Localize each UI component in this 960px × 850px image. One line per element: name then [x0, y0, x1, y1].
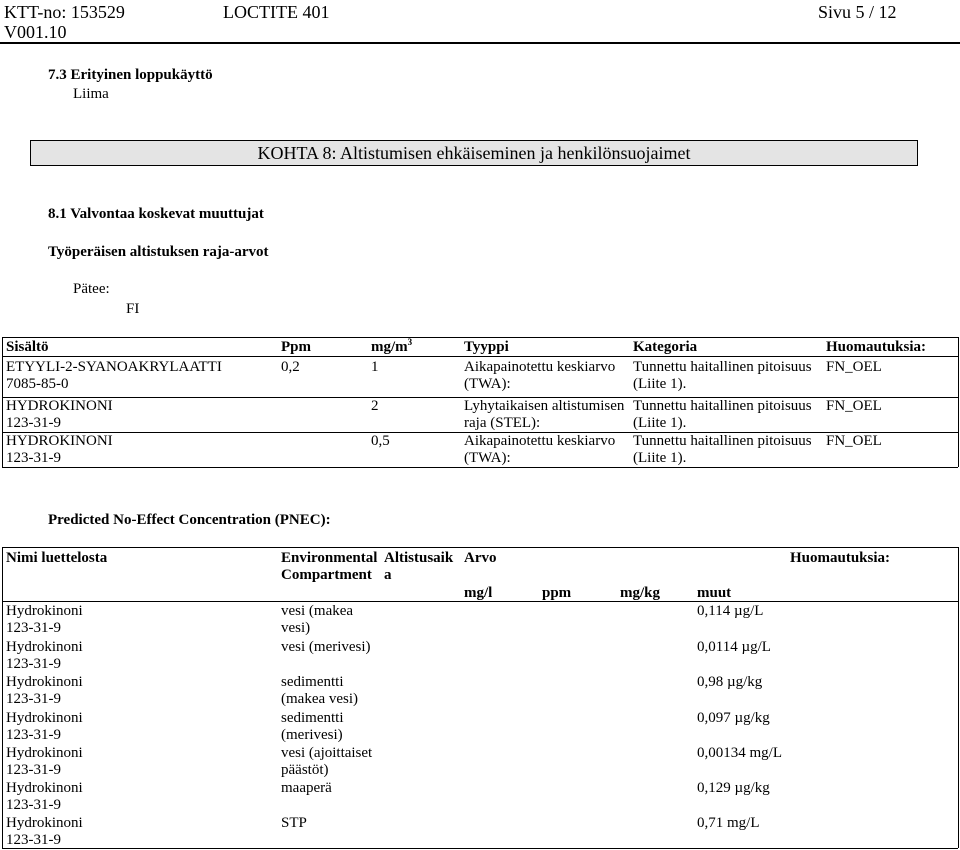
pnec-header-notes: Huomautuksia: — [790, 550, 891, 566]
pnec-row-6-env-1: maaperä — [281, 780, 332, 796]
oel-row-3-type-1: Aikapainotettu keskiarvo — [464, 433, 616, 449]
pnec-row-3-env-1: sedimentti — [281, 674, 344, 690]
pnec-row-4-env-2: (merivesi) — [281, 727, 343, 743]
pnec-row-4-env-1: sedimentti — [281, 710, 344, 726]
pnec-row-7-value: 0,71 mg/L — [697, 815, 760, 831]
pnec-row-6-value: 0,129 µg/kg — [697, 780, 770, 796]
pnec-header-env-2: Compartment — [281, 567, 372, 583]
pnec-row-2-env-1: vesi (merivesi) — [281, 639, 371, 655]
oel-row-1-type-1: Aikapainotettu keskiarvo — [464, 359, 616, 375]
oel-row-1-type-2: (TWA): — [464, 376, 511, 392]
pnec-header-mgkg: mg/kg — [620, 585, 661, 601]
oel-header-content: Sisältö — [6, 339, 49, 355]
pnec-row-5-env-2: päästöt) — [281, 762, 329, 778]
pnec-row-5-env-1: vesi (ajoittaiset — [281, 745, 373, 761]
page-number: Sivu 5 / 12 — [818, 2, 897, 22]
ktt-number: KTT-no: 153529 — [4, 2, 125, 22]
pnec-row-1-env-2: vesi) — [281, 620, 311, 636]
pnec-row-5-name: Hydrokinoni — [6, 745, 83, 761]
pnec-row-6-name: Hydrokinoni — [6, 780, 83, 796]
oel-row-3-mg: 0,5 — [371, 433, 390, 449]
pnec-row-3-cas: 123-31-9 — [6, 691, 61, 707]
section-8-title: KOHTA 8: Altistumisen ehkäiseminen ja henkilönsuojaimet — [257, 143, 691, 163]
pnec-row-1-value: 0,114 µg/L — [697, 603, 764, 619]
header-rule — [0, 42, 960, 44]
section-7-3-title: 7.3 Erityinen loppukäyttö — [48, 67, 213, 83]
oel-row-2-cas: 123-31-9 — [6, 415, 61, 431]
oel-row-2-type-1: Lyhytaikaisen altistumisen — [464, 398, 625, 414]
pnec-row-4-name: Hydrokinoni — [6, 710, 83, 726]
pnec-row-6-cas: 123-31-9 — [6, 797, 61, 813]
oel-row-2-mg: 2 — [371, 398, 379, 414]
pnec-header-exp-1: Altistusaik — [384, 550, 454, 566]
oel-row-3-name: HYDROKINONI — [6, 433, 113, 449]
oel-row-2-cat-2: (Liite 1). — [633, 415, 687, 431]
oel-row-3-type-2: (TWA): — [464, 450, 511, 466]
oel-row-3-cat-2: (Liite 1). — [633, 450, 687, 466]
pnec-row-5-value: 0,00134 mg/L — [697, 745, 782, 761]
oel-row-3-cas: 123-31-9 — [6, 450, 61, 466]
section-7-3-value: Liima — [73, 86, 109, 102]
applies-value: FI — [126, 301, 140, 317]
pnec-header-mgl: mg/l — [464, 585, 493, 601]
pnec-row-1-env-1: vesi (makea — [281, 603, 354, 619]
pnec-header-ppm: ppm — [542, 585, 572, 601]
oel-header-ppm: Ppm — [281, 339, 311, 355]
oel-row-1-note: FN_OEL — [826, 359, 882, 375]
pnec-row-3-env-2: (makea vesi) — [281, 691, 359, 707]
pnec-row-4-cas: 123-31-9 — [6, 727, 61, 743]
version: V001.10 — [4, 22, 67, 42]
oel-row-3-cat-1: Tunnettu haitallinen pitoisuus — [633, 433, 812, 449]
oel-row-1-ppm: 0,2 — [281, 359, 300, 375]
pnec-row-5-cas: 123-31-9 — [6, 762, 61, 778]
oel-row-2-cat-1: Tunnettu haitallinen pitoisuus — [633, 398, 812, 414]
oel-row-1-cas: 7085-85-0 — [6, 376, 69, 392]
pnec-row-4-value: 0,097 µg/kg — [697, 710, 770, 726]
pnec-header-env-1: Environmental — [281, 550, 378, 566]
pnec-row-7-cas: 123-31-9 — [6, 832, 61, 848]
oel-row-1-cat-2: (Liite 1). — [633, 376, 687, 392]
pnec-row-2-name: Hydrokinoni — [6, 639, 83, 655]
oel-row-1-mg: 1 — [371, 359, 379, 375]
oel-header-notes: Huomautuksia: — [826, 339, 927, 355]
pnec-header-name: Nimi luettelosta — [6, 550, 108, 566]
pnec-row-7-name: Hydrokinoni — [6, 815, 83, 831]
pnec-header-other: muut — [697, 585, 732, 601]
pnec-row-2-value: 0,0114 µg/L — [697, 639, 771, 655]
oel-row-3-note: FN_OEL — [826, 433, 882, 449]
oel-row-1-name: ETYYLI-2-SYANOAKRYLAATTI — [6, 359, 222, 375]
oel-header-type: Tyyppi — [464, 339, 509, 355]
oel-header-mgm3: $mg/m^3$ — [371, 337, 413, 355]
pnec-row-3-value: 0,98 µg/kg — [697, 674, 763, 690]
oel-subtitle: Työperäisen altistuksen raja-arvot — [48, 244, 269, 260]
pnec-row-3-name: Hydrokinoni — [6, 674, 83, 690]
product-name: LOCTITE 401 — [223, 2, 330, 22]
pnec-header-value: Arvo — [464, 550, 497, 566]
pnec-title: Predicted No-Effect Concentration (PNEC): — [48, 512, 331, 528]
oel-header-category: Kategoria — [633, 339, 698, 355]
oel-row-2-note: FN_OEL — [826, 398, 882, 414]
section-8-1-title: 8.1 Valvontaa koskevat muuttujat — [48, 206, 264, 222]
pnec-row-7-env-1: STP — [281, 815, 307, 831]
pnec-row-1-cas: 123-31-9 — [6, 620, 61, 636]
section-8-bar — [30, 140, 918, 166]
oel-row-2-name: HYDROKINONI — [6, 398, 113, 414]
pnec-header-exp-2: a — [384, 567, 392, 583]
pnec-row-2-cas: 123-31-9 — [6, 656, 61, 672]
pnec-row-1-name: Hydrokinoni — [6, 603, 83, 619]
oel-row-1-cat-1: Tunnettu haitallinen pitoisuus — [633, 359, 812, 375]
oel-row-2-type-2: raja (STEL): — [464, 415, 541, 431]
applies-label: Pätee: — [73, 281, 110, 297]
